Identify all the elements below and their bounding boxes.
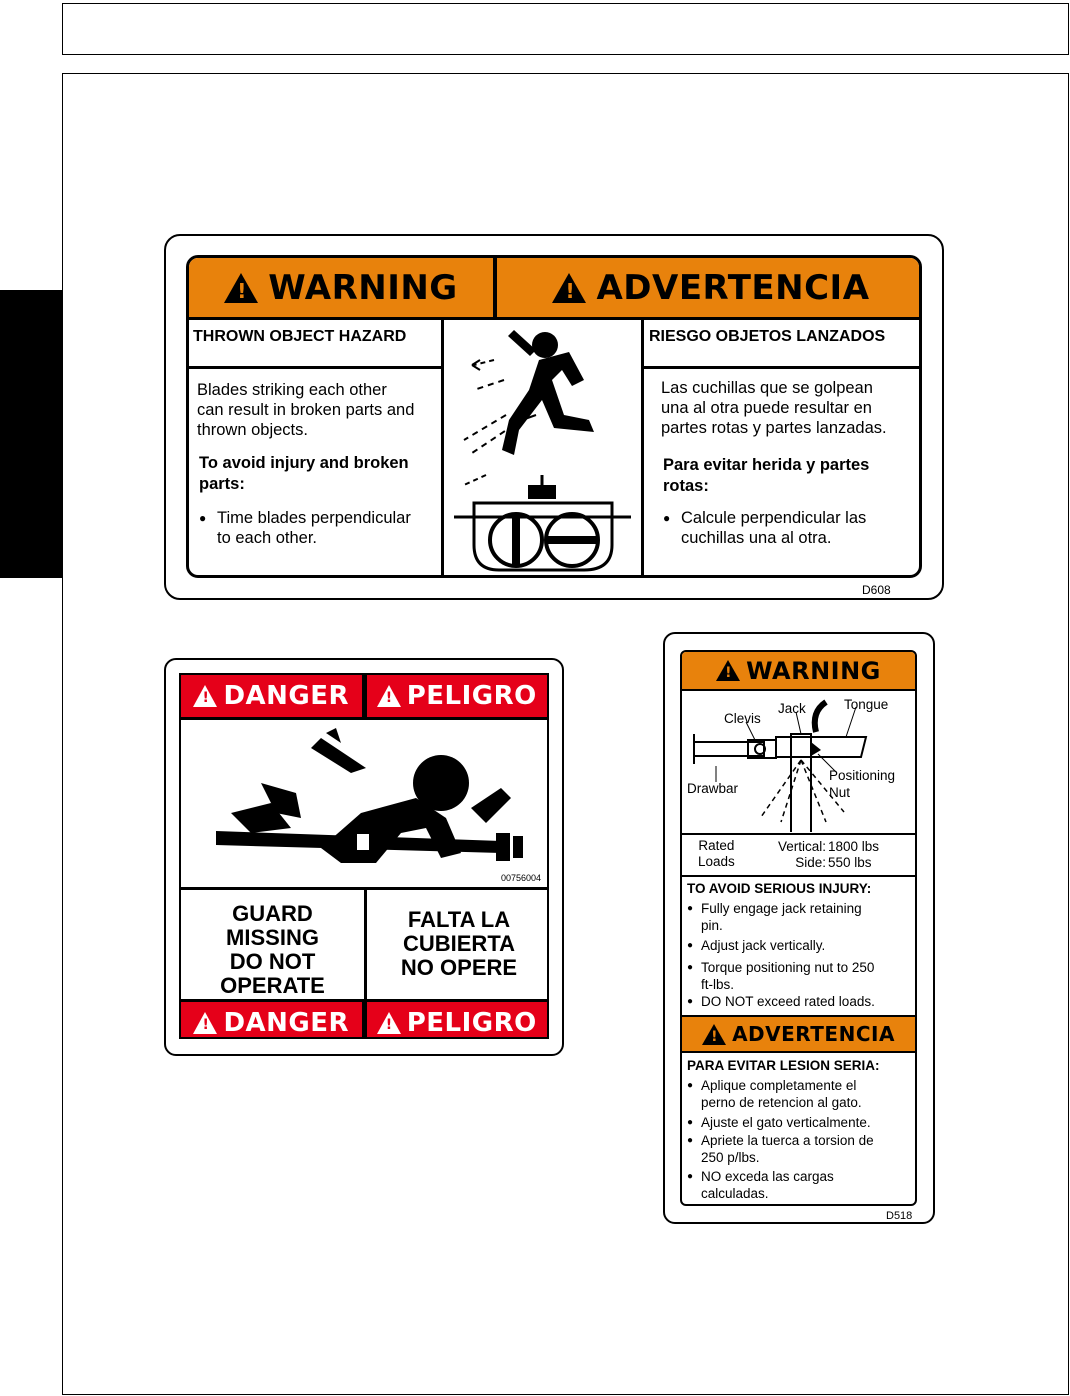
signal-word-en: WARNING (268, 267, 458, 308)
warning-triangle-icon (716, 660, 740, 681)
thrown-object-pictogram (444, 320, 641, 578)
signal-word-es: ADVERTENCIA (596, 267, 870, 308)
danger-banner-top: ! DANGER ! PELIGRO (181, 675, 547, 717)
decal-thrown-object (186, 255, 922, 578)
label-positioning: Positioning (829, 768, 896, 783)
danger-triangle-icon (377, 685, 401, 707)
body-es: Las cuchillas que se golpean una al otra puede resultar en partes rotas y partes lanzadas. (661, 379, 887, 437)
decal-code-d608: D608 (862, 583, 891, 597)
entanglement-pictogram (201, 723, 531, 883)
body-en: Blades striking each other can result in broken parts and thrown objects. (197, 381, 415, 439)
page-header-box (62, 3, 1069, 55)
bullet-en-1: ● Fully engage jack retaining pin. (687, 900, 911, 934)
bullet-es: ● Calcule perpendicular las cuchillas una al otra. (663, 508, 866, 548)
bullet-en-2: ● Adjust jack vertically. (687, 937, 911, 954)
guard-missing-en: GUARD MISSING DO NOT OPERATE (220, 901, 325, 998)
bullet-en-4: ● DO NOT exceed rated loads. (687, 993, 911, 1010)
bullet-es-1: ● Aplique completamente el perno de retencion al gato. (687, 1077, 911, 1111)
warning-signal-es (497, 258, 922, 317)
avoid-es: PARA EVITAR LESION SERIA: (687, 1058, 880, 1073)
section-side-tab (0, 290, 62, 578)
bullet-es-2: ● Ajuste el gato verticalmente. (687, 1114, 911, 1131)
side-label: Side: (795, 855, 826, 870)
avoid-en: TO AVOID SERIOUS INJURY: (687, 881, 872, 896)
side-value: 550 lbs (828, 855, 872, 870)
decal-guard-missing (179, 673, 549, 1039)
bullet-en-3: ● Torque positioning nut to 250 ft-lbs. (687, 959, 911, 993)
avoid-es: Para evitar herida y partes rotas: (663, 456, 870, 495)
warning-triangle-icon (224, 273, 258, 303)
label-drawbar: Drawbar (687, 781, 739, 796)
danger-triangle-icon (193, 1012, 217, 1034)
guard-missing-es: FALTA LA CUBIERTA NO OPERE (400, 907, 518, 980)
heading-es: RIESGO OBJETOS LANZADOS (649, 328, 886, 345)
decal-jack-warning (680, 650, 917, 1206)
danger-banner-bottom: ! DANGER ! PELIGRO (181, 1002, 547, 1039)
warning-triangle-icon (552, 273, 586, 303)
danger-triangle-icon (377, 1012, 401, 1034)
advertencia-banner: ! ADVERTENCIA (682, 1015, 915, 1053)
vertical-label: Vertical: (777, 839, 826, 854)
warning-triangle-icon (702, 1024, 726, 1045)
warning-banner (189, 258, 919, 320)
vertical-value: 1800 lbs (828, 839, 880, 854)
warning-signal-en (189, 258, 493, 317)
danger-triangle-icon (193, 685, 217, 707)
label-tongue: Tongue (844, 697, 889, 712)
label-clevis: Clevis (724, 711, 761, 726)
bullet-es-3: ● Apriete la tuerca a torsion de 250 p/lbs. (687, 1132, 911, 1166)
warning-banner: ! WARNING (682, 652, 915, 691)
rated-loads-label: Rated Loads (698, 838, 735, 869)
bullet-en: ● Time blades perpendicular to each other. (199, 508, 411, 548)
label-jack: Jack (778, 701, 806, 716)
decal-code-d518: D518 (886, 1210, 913, 1222)
label-nut: Nut (829, 785, 851, 800)
bullet-es-4: ● NO exceda las cargas calculadas. (687, 1168, 911, 1202)
avoid-en: To avoid injury and broken parts: (199, 454, 409, 493)
heading-en: THROWN OBJECT HAZARD (193, 328, 407, 345)
image-code: 00756004 (501, 873, 542, 883)
